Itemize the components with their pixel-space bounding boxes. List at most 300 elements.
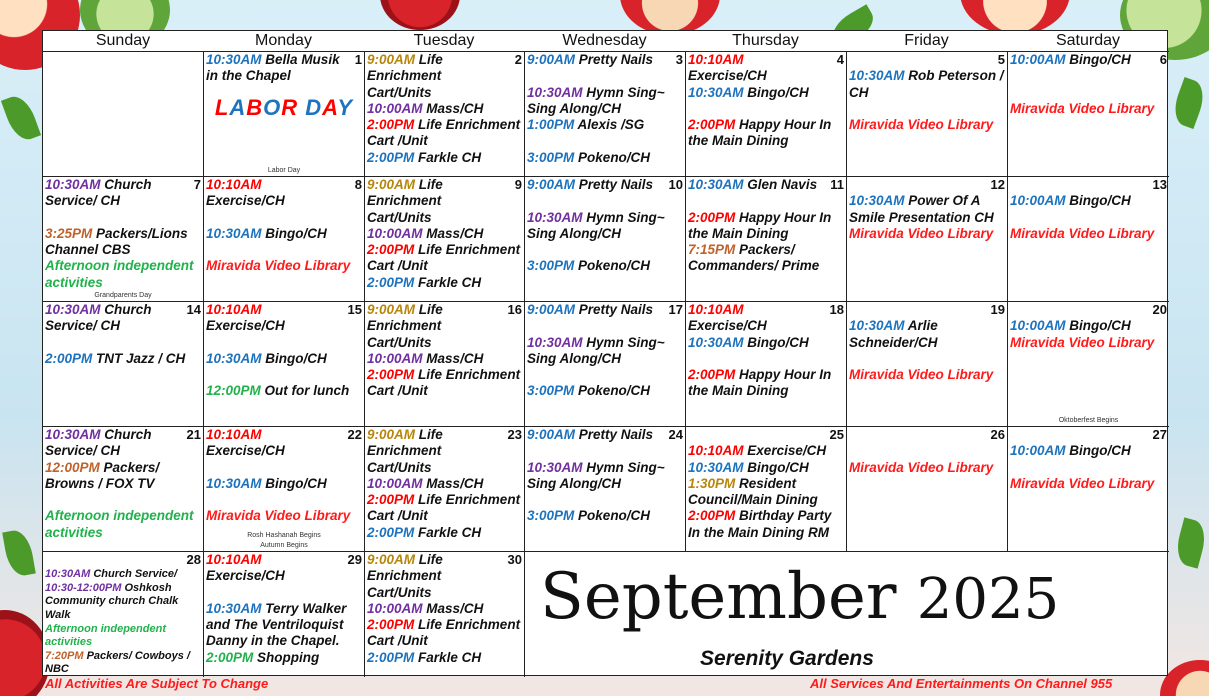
calendar-event: [367, 427, 522, 476]
day-number: 23: [507, 427, 522, 442]
day-number: 2: [514, 52, 522, 67]
event-title: Bella Musik in the Chapel: [206, 52, 340, 84]
spacer: [525, 492, 685, 508]
event-time: 10:30AM: [688, 84, 744, 100]
event-time: 9:00AM: [367, 552, 416, 567]
weekday-header: Monday: [255, 32, 312, 49]
spacer: [204, 460, 364, 476]
day-number: 28: [186, 552, 201, 567]
day-number: 8: [354, 177, 362, 192]
event-title: Pokeno/CH: [578, 149, 651, 165]
calendar-event: Miravida Video Library: [206, 258, 351, 274]
event-time: 10:10AM: [206, 302, 262, 317]
event-title: Happy Hour In the Main Dining: [688, 367, 832, 399]
day-cell: [1007, 301, 1169, 426]
day-cell: [364, 551, 524, 677]
day-number: 17: [668, 302, 683, 317]
calendar-event: [45, 460, 201, 493]
event-title: Bingo/CH: [1069, 443, 1131, 459]
spacer: [686, 351, 846, 367]
event-title: Farkle CH: [418, 649, 482, 665]
event-time: 2:00PM: [367, 524, 415, 540]
day-number: 21: [186, 427, 201, 442]
spacer: [525, 133, 685, 149]
day-number: 12: [990, 177, 1005, 192]
weekday-header: Saturday: [1055, 32, 1121, 49]
event-time: 10:30AM: [45, 177, 101, 192]
event-title: Hymn Sing~ Sing Along/CH: [527, 459, 665, 491]
event-time: 2:00PM: [367, 367, 415, 383]
calendar-event: [527, 52, 683, 68]
event-time: 3:00PM: [527, 508, 575, 524]
calendar-event: [849, 68, 1005, 101]
day-number: 30: [507, 552, 522, 567]
event-title: Power Of A Smile Presentation CH: [849, 193, 994, 225]
event-time: 10:30AM: [206, 475, 262, 491]
event-time: 10:30-12:00PM: [45, 581, 122, 594]
calendar-event: Miravida Video Library: [1010, 225, 1155, 241]
event-title: Birthday Party In the Main Dining RM: [688, 508, 832, 540]
day-number: 26: [990, 427, 1005, 442]
day-cell: [524, 51, 685, 176]
event-title: Packers/ Commanders/ Prime: [688, 242, 820, 274]
weekday-header: Sunday: [95, 32, 151, 49]
event-time: 10:30AM: [45, 302, 101, 317]
calendar-event: [527, 335, 683, 368]
day-number: 25: [829, 427, 844, 442]
event-title: Happy Hour In the Main Dining: [688, 117, 832, 149]
event-time: 2:00PM: [367, 649, 415, 665]
day-number: 1: [354, 52, 362, 67]
day-number: 16: [507, 302, 522, 317]
calendar-event: [527, 258, 683, 274]
day-cell: [685, 426, 846, 551]
day-cell: [846, 301, 1007, 426]
calendar-event: [688, 210, 844, 243]
event-time: 10:00AM: [367, 350, 423, 366]
day-cell: [1007, 51, 1169, 176]
day-number: 13: [1152, 177, 1167, 192]
event-title: Oshkosh Community church Chalk Walk: [45, 581, 179, 622]
year: 2025: [916, 567, 1060, 632]
event-title: Life Enrichment Cart/Units: [367, 177, 443, 225]
calendar-event: [367, 177, 522, 226]
event-time: 10:00AM: [1010, 443, 1066, 459]
event-title: Life Enrichment Cart /Unit: [367, 117, 521, 149]
calendar-event: [45, 351, 201, 367]
event-title: Packers/ Cowboys / NBC: [45, 649, 190, 676]
event-title: Happy Hour In the Main Dining: [688, 209, 832, 241]
event-time: 7:15PM: [688, 242, 736, 258]
spacer: [525, 318, 685, 334]
calendar-event: [206, 302, 362, 335]
event-title: Life Enrichment Cart/Units: [367, 302, 443, 350]
event-time: 10:00AM: [367, 600, 423, 616]
event-time: 2:00PM: [367, 617, 415, 633]
calendar-event: [688, 508, 844, 541]
calendar-event: Miravida Video Library: [206, 508, 351, 524]
day-cell: [846, 176, 1007, 301]
spacer: [204, 585, 364, 601]
calendar-event: [367, 275, 522, 291]
event-time: 10:10AM: [688, 52, 744, 67]
holiday-note: Autumn Begins: [260, 542, 308, 549]
calendar-event: Afternoon independent activities: [45, 508, 194, 540]
event-time: 10:00AM: [1010, 193, 1066, 209]
event-time: 10:30AM: [849, 193, 905, 209]
event-time: 10:30AM: [527, 334, 583, 350]
calendar-event: Miravida Video Library: [1010, 334, 1155, 350]
event-time: 9:00AM: [367, 52, 416, 67]
event-time: 12:00PM: [206, 383, 261, 399]
calendar-event: [527, 383, 683, 399]
community-name: Serenity Gardens: [700, 647, 874, 670]
spacer: [43, 335, 203, 351]
leaf-decoration: [1, 92, 41, 144]
event-title: Church Service/: [93, 568, 178, 581]
labor-day-letter: A: [322, 94, 338, 120]
calendar-event: Miravida Video Library: [1010, 475, 1155, 491]
day-cell: [43, 301, 203, 426]
calendar-event: [206, 427, 362, 460]
event-title: Exercise/CH: [688, 68, 767, 84]
event-title: Life Enrichment Cart/Units: [367, 52, 443, 100]
event-title: Bingo/CH: [747, 459, 809, 475]
spacer: [686, 193, 846, 209]
calendar-event: [367, 476, 522, 492]
day-cell: [203, 551, 364, 677]
day-cell: [524, 176, 685, 301]
event-title: Church Service/ CH: [45, 427, 152, 459]
labor-day-banner: [204, 95, 364, 121]
event-time: 9:00AM: [527, 302, 576, 317]
calendar-event: [527, 210, 683, 243]
event-time: 10:30AM: [849, 318, 905, 334]
calendar-event: [367, 242, 522, 275]
event-time: 10:30AM: [206, 52, 262, 67]
spacer: [1008, 427, 1169, 443]
event-title: Exercise/CH: [747, 443, 827, 459]
spacer: [1008, 68, 1169, 84]
calendar-event: [367, 601, 522, 617]
event-title: Alexis /SG: [577, 117, 645, 133]
calendar-event: [206, 351, 362, 367]
event-title: Mass/CH: [426, 100, 484, 116]
calendar-event: [688, 302, 844, 335]
event-title: Exercise/CH: [206, 568, 285, 584]
event-title: Glen Navis: [747, 177, 818, 192]
event-title: Pretty Nails: [578, 302, 654, 317]
event-time: 9:00AM: [367, 427, 416, 442]
event-title: Pretty Nails: [578, 52, 654, 67]
month-title: [540, 560, 1140, 634]
event-time: 2:00PM: [45, 350, 93, 366]
spacer: [686, 101, 846, 117]
day-number: 3: [675, 52, 683, 67]
day-number: 29: [347, 552, 362, 567]
labor-day-letter: B: [246, 94, 264, 120]
spacer: [525, 193, 685, 209]
event-time: 7:20PM: [45, 649, 84, 662]
event-time: 10:00AM: [1010, 52, 1066, 67]
labor-day-letter: R: [281, 94, 299, 120]
day-number: 4: [836, 52, 844, 67]
event-time: 9:00AM: [367, 177, 416, 192]
calendar-event: Miravida Video Library: [849, 117, 994, 133]
leaf-decoration: [2, 528, 36, 578]
calendar-event: [688, 242, 844, 275]
event-title: Pokeno/CH: [578, 383, 651, 399]
calendar-event: [688, 367, 844, 400]
day-cell: [685, 301, 846, 426]
spacer: [525, 68, 685, 84]
event-time: 10:30AM: [206, 225, 262, 241]
event-title: Life Enrichment Cart /Unit: [367, 367, 521, 399]
event-title: Life Enrichment Cart /Unit: [367, 492, 521, 524]
holiday-note: Grandparents Day: [94, 292, 152, 299]
event-title: Church Service/ CH: [45, 177, 152, 209]
event-time: 10:30AM: [688, 459, 744, 475]
day-number: 14: [186, 302, 201, 317]
calendar-event: [45, 226, 201, 259]
calendar-event: Miravida Video Library: [1010, 100, 1155, 116]
event-time: 10:30AM: [527, 459, 583, 475]
event-title: Packers/ Browns / FOX TV: [45, 459, 160, 491]
calendar-event: [45, 177, 201, 210]
day-number: 22: [347, 427, 362, 442]
month-name: September: [540, 560, 897, 634]
spacer: [204, 242, 364, 258]
calendar-event: [206, 552, 362, 585]
labor-day-letter: Y: [337, 94, 354, 120]
event-time: 10:10AM: [688, 443, 744, 459]
calendar-event: [367, 101, 522, 117]
calendar-event: [688, 443, 844, 459]
day-cell: [43, 51, 203, 176]
event-title: Bingo/CH: [1069, 52, 1131, 67]
day-number: 18: [829, 302, 844, 317]
day-cell: [43, 426, 203, 551]
calendar-event: [45, 302, 201, 335]
event-title: Mass/CH: [426, 475, 484, 491]
event-time: 9:00AM: [527, 427, 576, 442]
event-title: Exercise/CH: [688, 318, 767, 334]
calendar-event: Miravida Video Library: [849, 367, 994, 383]
spacer: [204, 335, 364, 351]
event-time: 10:30AM: [45, 568, 91, 581]
calendar-event: [367, 302, 522, 351]
calendar-event: [367, 226, 522, 242]
day-number: 7: [193, 177, 201, 192]
event-time: 10:00AM: [367, 100, 423, 116]
event-title: Hymn Sing~ Sing Along/CH: [527, 84, 665, 116]
labor-day-letter: A: [229, 94, 247, 120]
event-title: Farkle CH: [418, 149, 482, 165]
event-title: Pokeno/CH: [578, 508, 651, 524]
day-number: 19: [990, 302, 1005, 317]
event-time: 10:10AM: [206, 427, 262, 442]
event-time: 2:00PM: [367, 274, 415, 290]
apple-decoration: [380, 0, 460, 30]
holiday-note: Oktoberfest Begins: [1058, 417, 1119, 424]
event-title: Resident Council/Main Dining: [688, 475, 818, 508]
event-time: 2:00PM: [367, 117, 415, 133]
calendar-event: [367, 351, 522, 367]
event-time: 10:30AM: [206, 350, 262, 366]
day-cell: [203, 301, 364, 426]
event-title: Bingo/CH: [747, 84, 809, 100]
spacer: [847, 427, 1007, 443]
day-cell: [846, 426, 1007, 551]
event-title: Life Enrichment Cart/Units: [367, 427, 443, 475]
event-time: 2:00PM: [688, 367, 736, 383]
calendar-event: [1010, 443, 1167, 459]
day-number: 10: [668, 177, 683, 192]
day-cell: [846, 51, 1007, 176]
calendar-event: [45, 568, 201, 582]
calendar-event: [688, 335, 844, 351]
day-cell: [1007, 426, 1169, 551]
event-time: 10:30AM: [849, 68, 905, 84]
event-title: Bingo/CH: [265, 475, 327, 491]
calendar-event: [367, 525, 522, 541]
event-title: Pokeno/CH: [578, 258, 651, 274]
calendar-event: [527, 177, 683, 193]
day-cell: [203, 426, 364, 551]
day-number: 24: [668, 427, 683, 442]
event-time: 2:00PM: [206, 649, 254, 665]
calendar-event: [367, 650, 522, 666]
day-cell: [364, 426, 524, 551]
spacer: [204, 210, 364, 226]
event-title: Hymn Sing~ Sing Along/CH: [527, 209, 665, 241]
day-cell: [364, 51, 524, 176]
event-time: 9:00AM: [527, 52, 576, 67]
spacer: [847, 351, 1007, 367]
event-title: Exercise/CH: [206, 318, 285, 334]
event-time: 9:00AM: [527, 177, 576, 192]
event-time: 10:30AM: [688, 177, 744, 192]
event-title: Mass/CH: [426, 350, 484, 366]
calendar-event: [367, 492, 522, 525]
calendar-event: [206, 476, 362, 492]
event-title: Rob Peterson / CH: [849, 68, 1004, 100]
calendar-event: [527, 427, 683, 443]
event-time: 2:00PM: [367, 149, 415, 165]
calendar-event: Afternoon independent activities: [45, 622, 166, 649]
spacer: [847, 101, 1007, 117]
day-cell: [43, 176, 203, 301]
calendar-event: [367, 552, 522, 601]
event-title: Shopping: [257, 649, 320, 665]
calendar-event: [206, 601, 362, 650]
weekday-header: Thursday: [732, 32, 799, 49]
calendar-event: [206, 52, 362, 85]
event-title: Pretty Nails: [578, 427, 654, 442]
event-title: Bingo/CH: [747, 334, 809, 350]
event-title: Church Service/ CH: [45, 302, 152, 334]
day-cell: [364, 176, 524, 301]
event-title: Bingo/CH: [1069, 193, 1131, 209]
event-time: 10:30AM: [527, 84, 583, 100]
spacer: [43, 210, 203, 226]
event-time: 2:00PM: [688, 209, 736, 225]
day-number: 5: [997, 52, 1005, 67]
event-time: 2:00PM: [367, 492, 415, 508]
event-title: Packers/Lions Channel CBS: [45, 225, 188, 258]
event-title: Farkle CH: [418, 524, 482, 540]
spacer: [847, 302, 1007, 318]
calendar-event: [206, 177, 362, 210]
spacer: [1008, 460, 1169, 476]
event-title: Bingo/CH: [265, 225, 327, 241]
event-title: Exercise/CH: [206, 443, 285, 459]
event-title: Arlie Schneider/CH: [849, 318, 938, 350]
calendar-event: [688, 177, 844, 193]
event-time: 2:00PM: [367, 242, 415, 258]
calendar-event: [688, 117, 844, 150]
spacer: [847, 443, 1007, 459]
calendar-event: [527, 117, 683, 133]
spacer: [1008, 85, 1169, 101]
event-time: 2:00PM: [688, 508, 736, 524]
day-cell: [1007, 176, 1169, 301]
spacer: [525, 443, 685, 459]
calendar-event: [367, 617, 522, 650]
holiday-note: Rosh Hashanah Begins: [247, 532, 321, 539]
event-title: Hymn Sing~ Sing Along/CH: [527, 334, 665, 366]
event-title: Terry Walker and The Ventriloquist Danny in the Chapel.: [206, 600, 347, 649]
day-cell: [685, 176, 846, 301]
calendar-event: [367, 367, 522, 400]
calendar-event: [45, 582, 201, 623]
event-time: 10:30AM: [45, 427, 101, 442]
day-cell: [43, 551, 203, 677]
day-number: 20: [1152, 302, 1167, 317]
footer-left-note: All Activities Are Subject To Change: [45, 676, 269, 691]
calendar-event: [45, 427, 201, 460]
day-cell: [203, 51, 364, 176]
calendar-event: [45, 650, 201, 677]
event-title: Mass/CH: [426, 225, 484, 241]
event-time: 1:00PM: [527, 117, 575, 133]
day-number: 6: [1159, 52, 1167, 67]
calendar-event: [206, 226, 362, 242]
leaf-decoration: [1172, 517, 1209, 568]
calendar-event: [849, 193, 1005, 226]
calendar-event: Miravida Video Library: [849, 459, 994, 475]
calendar-event: Miravida Video Library: [849, 225, 994, 241]
spacer: [204, 492, 364, 508]
calendar-event: [527, 150, 683, 166]
calendar-event: [206, 650, 362, 666]
spacer: [686, 427, 846, 443]
event-title: Bingo/CH: [1069, 318, 1131, 334]
spacer: [43, 552, 203, 568]
calendar-event: [688, 476, 844, 509]
spacer: [1008, 177, 1169, 193]
calendar-event: [367, 117, 522, 150]
labor-day-letter: O: [263, 94, 282, 120]
day-cell: [364, 301, 524, 426]
event-title: Out for lunch: [264, 383, 350, 399]
event-time: 10:30AM: [206, 600, 262, 616]
footer-right-note: All Services And Entertainments On Channel 955: [810, 676, 1113, 691]
labor-day-letter: L: [214, 94, 230, 120]
event-title: Farkle CH: [418, 274, 482, 290]
spacer: [847, 177, 1007, 193]
event-time: 10:10AM: [206, 552, 262, 567]
